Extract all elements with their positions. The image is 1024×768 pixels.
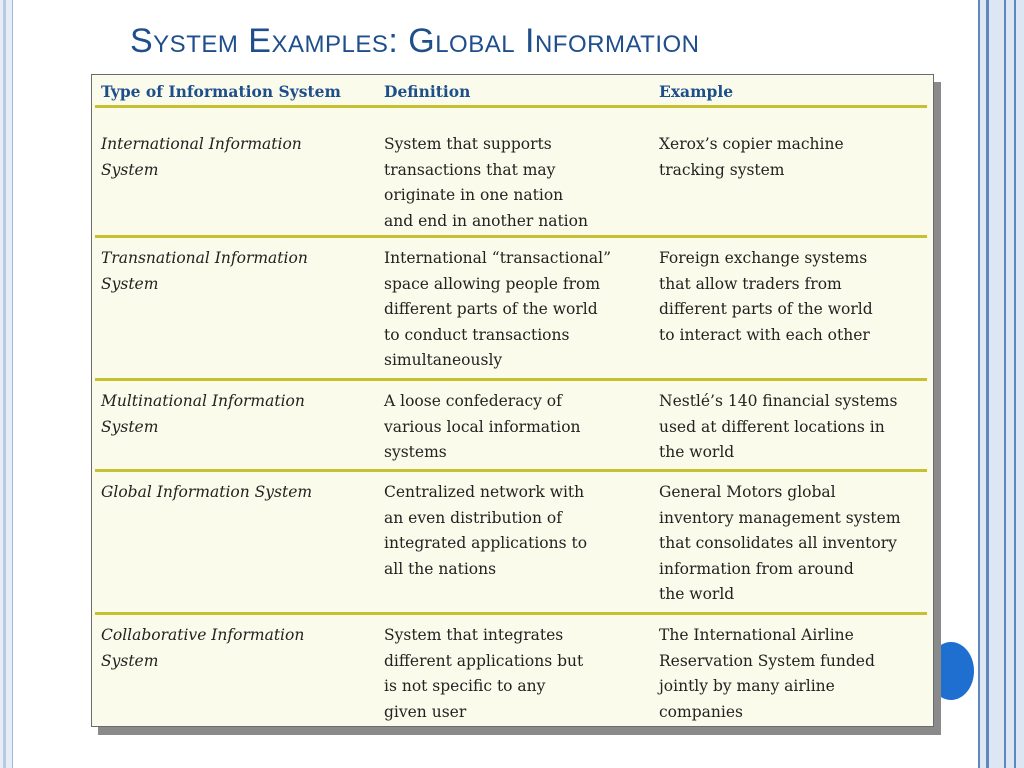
header-type: Type of Information System (101, 82, 341, 101)
row-definition-cell: International “transactional” space allowing people from different parts of the world to conduct transactions simultaneously (384, 249, 612, 369)
table-row (95, 381, 927, 472)
row-type-cell: Global Information System (101, 483, 313, 501)
row-example-cell: Xerox’s copier machine tracking system (659, 135, 844, 179)
info-systems-table (91, 74, 934, 727)
header-definition: Definition (384, 82, 471, 101)
header-example: Example (659, 82, 734, 101)
right-border-decoration (978, 0, 1024, 768)
right-border-line (1004, 0, 1006, 768)
right-border-line (978, 0, 980, 768)
right-border-line (1014, 0, 1016, 768)
row-example-cell: General Motors global inventory management system that consolidates all inventory information from around the world (659, 483, 901, 603)
table-row (95, 472, 927, 615)
table-row (95, 108, 927, 238)
row-definition-cell: A loose confederacy of various local information systems (384, 392, 581, 461)
table-header-row (95, 78, 927, 108)
slide-title: System Examples: Global Information (130, 22, 700, 60)
row-example-cell: Nestlé’s 140 financial systems used at different locations in the world (659, 392, 898, 461)
row-example-cell: The International Airline Reservation System funded jointly by many airline companies (659, 626, 875, 721)
table-grid (95, 78, 927, 733)
row-definition-cell: System that integrates different applications but is not specific to any given user (384, 626, 584, 721)
right-border-line (986, 0, 989, 768)
table-row (95, 615, 927, 733)
row-type-cell: Collaborative Information System (101, 626, 305, 670)
table-row (95, 238, 927, 381)
row-type-cell: International Information System (101, 135, 302, 179)
left-border-decoration (0, 0, 13, 768)
left-border-line (3, 0, 6, 768)
row-example-cell: Foreign exchange systems that allow traders from different parts of the world to interact with each other (659, 249, 873, 344)
row-definition-cell: Centralized network with an even distribution of integrated applications to all the nations (384, 483, 588, 578)
row-type-cell: Multinational Information System (101, 392, 305, 436)
row-definition-cell: System that supports transactions that may originate in one nation and end in another nation (384, 135, 588, 230)
row-type-cell: Transnational Information System (101, 249, 308, 293)
